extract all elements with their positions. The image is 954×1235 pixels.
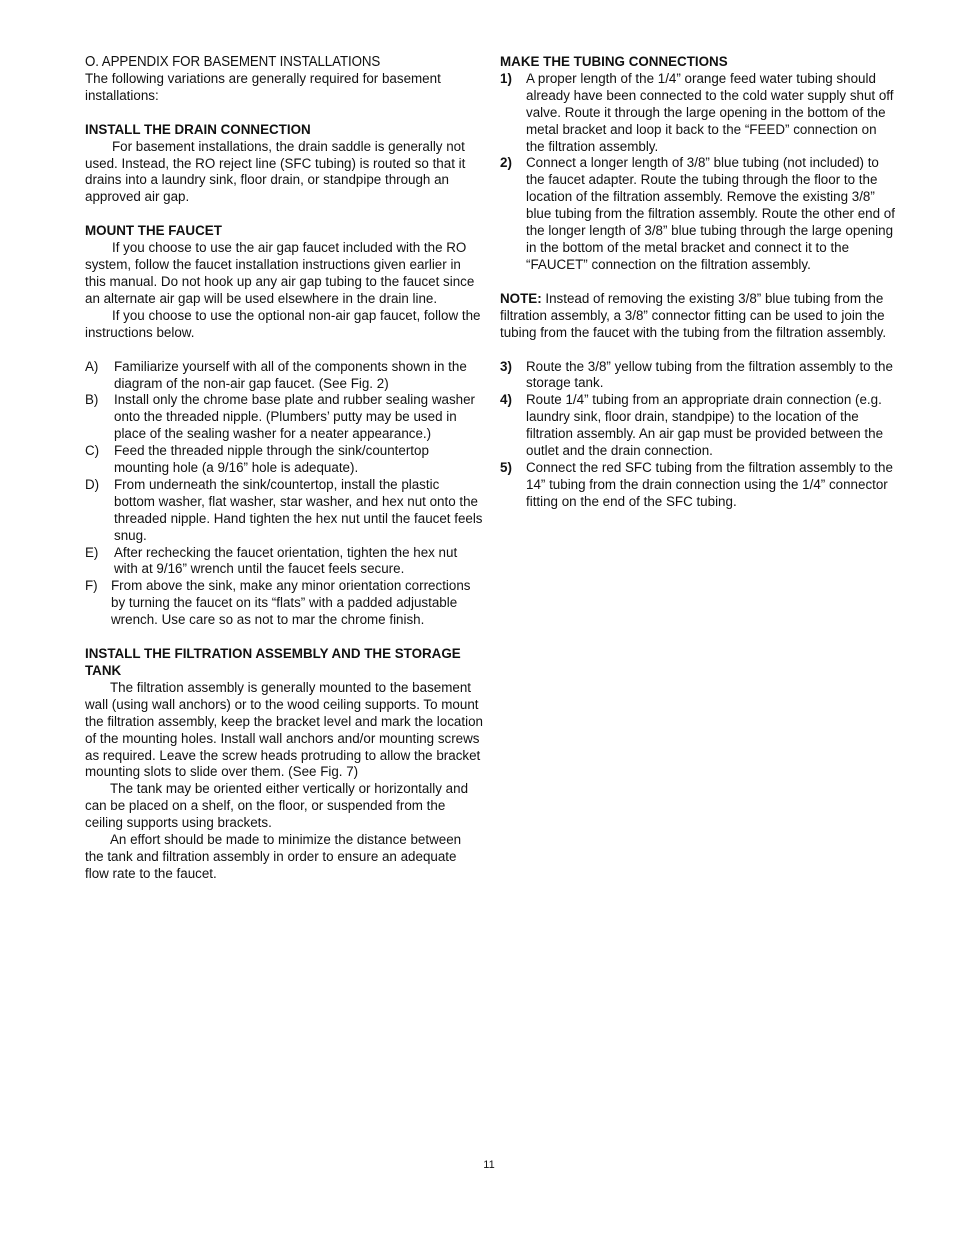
step-text: From underneath the sink/countertop, install the plastic bottom washer, flat washer, star washer, and hex nut onto the threaded nipple. Hand tighten the hex nut until the faucet feels snug. bbox=[114, 476, 483, 543]
faucet-para-2: If you choose to use the optional non-air gap faucet, follow the instructions below. bbox=[85, 307, 481, 340]
filtration-para-3: An effort should be made to minimize the distance between the tank and filtration assembly in order to ensure an adequate flow rate to the faucet. bbox=[85, 832, 462, 881]
section-title: O. APPENDIX FOR BASEMENT INSTALLATIONS bbox=[85, 54, 381, 70]
step-marker: F) bbox=[85, 578, 98, 594]
filtration-para-2: The tank may be oriented either vertically or horizontally and can be placed on a shelf, on the floor, or suspended from the ceiling supports using brackets. bbox=[85, 781, 469, 831]
step-marker: 5) bbox=[500, 459, 512, 475]
step-text: Install only the chrome base plate and rubber sealing washer onto the threaded nipple. (Plumbers’ putty may be used in place of the sealing washer for a neater appearance.) bbox=[114, 392, 476, 442]
step-marker: B) bbox=[85, 392, 99, 408]
note-text: Instead of removing the existing 3/8” blue tubing from the filtration assembly, a 3/8” connector fitting can be used to join the tubing from the faucet with the tubing from the filtration assembly. bbox=[500, 290, 887, 340]
list-item bbox=[500, 71, 895, 156]
filtration-para-1: The filtration assembly is generally mounted to the basement wall (using wall anchors) or to the wood ceiling supports. To mount the filtration assembly, keep the bracket level and mark the location of the mounting holes. Install wall anchors and/or mounting screws as required. Leave the screw heads protruding to allow the bracket mounting slots to slide over them. (See Fig. 7) bbox=[85, 679, 483, 780]
list-item bbox=[500, 359, 895, 393]
step-marker: C) bbox=[85, 443, 100, 459]
note-paragraph bbox=[500, 291, 895, 342]
step-marker: D) bbox=[85, 476, 100, 492]
step-text: Familiarize yourself with all of the components shown in the diagram of the non-air gap faucet. (See Fig. 2) bbox=[114, 358, 467, 391]
right-column bbox=[500, 54, 895, 511]
step-marker: 3) bbox=[500, 358, 512, 374]
step-marker: 4) bbox=[500, 392, 512, 408]
note-label: NOTE: bbox=[500, 290, 542, 306]
drain-text: For basement installations, the drain saddle is generally not used. Instead, the RO reject line (SFC tubing) is routed so that it drains into a laundry sink, floor drain, or standpipe through an approved air gap. bbox=[85, 138, 466, 205]
list-item bbox=[85, 578, 483, 629]
step-text: Connect the red SFC tubing from the filtration assembly to the 14” tubing from the drain connection using the 1/4” connector fitting on the end of the SFC tubing. bbox=[526, 459, 893, 509]
intro-text: The following variations are generally required for basement installations: bbox=[85, 70, 441, 103]
step-text: From above the sink, make any minor orientation corrections by turning the faucet on its “flats” with a padded adjustable wrench. Use care so as not to mar the chrome finish. bbox=[111, 578, 471, 628]
step-text: After rechecking the faucet orientation, tighten the hex nut with at 9/16” wrench until the faucet feels secure. bbox=[114, 544, 458, 577]
tubing-heading: MAKE THE TUBING CONNECTIONS bbox=[500, 54, 728, 69]
list-item bbox=[85, 477, 483, 545]
faucet-para-1: If you choose to use the air gap faucet included with the RO system, follow the faucet installation instructions given earlier in this manual. Do not hook up any air gap tubing to the faucet since an alternate air gap will be used elsewhere in the drain line. bbox=[85, 240, 475, 306]
filtration-heading: INSTALL THE FILTRATION ASSEMBLY AND THE STORAGE TANK bbox=[85, 646, 461, 678]
step-text: Feed the threaded nipple through the sink/countertop mounting hole (a 9/16” hole is adequate). bbox=[114, 443, 429, 476]
step-text: Connect a longer length of 3/8” blue tubing (not included) to the faucet adapter. Route the tubing through the floor to the location of the filtration assembly. Remove the existing 3/8” blue tubing from the filtration assembly. Route the other end of the longer length of 3/8” blue tubing through the large opening in the bottom of the metal bracket and connect it to the “FAUCET” connection on the filtration assembly. bbox=[526, 155, 895, 272]
list-item bbox=[500, 155, 895, 273]
step-marker: E) bbox=[85, 544, 99, 560]
step-text: A proper length of the 1/4” orange feed water tubing should already have been connected to the cold water supply shut off valve. Route it through the large opening in the bottom of the metal bracket and loop it back to the “FEED” connection on the filtration assembly. bbox=[526, 70, 894, 154]
faucet-steps bbox=[85, 359, 483, 630]
list-item bbox=[85, 392, 483, 443]
list-item bbox=[85, 359, 483, 393]
tubing-steps-b bbox=[500, 359, 895, 511]
step-marker: 1) bbox=[500, 70, 512, 86]
step-text: Route 1/4” tubing from an appropriate drain connection (e.g. laundry sink, floor drain, standpipe) to the location of the filtration assembly. An air gap must be provided between the outlet and the drain connection. bbox=[526, 392, 884, 459]
step-marker: 2) bbox=[500, 155, 512, 171]
page-number: 11 bbox=[483, 1159, 495, 1171]
list-item bbox=[85, 443, 483, 477]
left-column bbox=[85, 54, 483, 883]
faucet-heading: MOUNT THE FAUCET bbox=[85, 223, 222, 239]
list-item bbox=[85, 545, 483, 579]
list-item bbox=[500, 460, 895, 511]
drain-heading: INSTALL THE DRAIN CONNECTION bbox=[85, 121, 311, 137]
step-text: Route the 3/8” yellow tubing from the filtration assembly to the storage tank. bbox=[526, 358, 893, 391]
step-marker: A) bbox=[85, 358, 99, 374]
list-item bbox=[500, 392, 895, 460]
tubing-steps-a bbox=[500, 71, 895, 274]
